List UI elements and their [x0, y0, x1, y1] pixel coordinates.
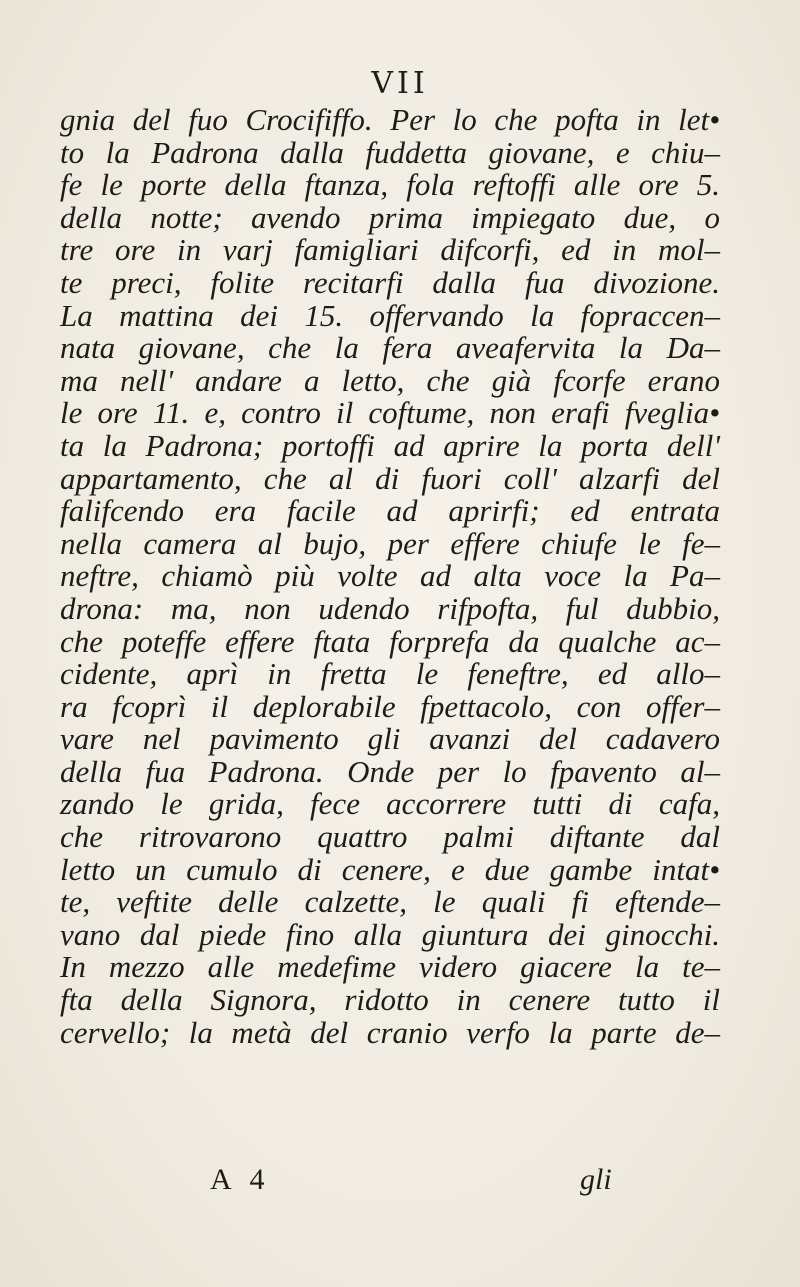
text-line: te preci, folite recitarfi dalla fua divozione. — [60, 264, 720, 300]
text-line: In mezzo alle medefime videro giacere la te‒ — [60, 949, 720, 985]
text-line: della notte; avendo prima impiegato due, o — [60, 199, 720, 235]
page-number: VII — [371, 66, 429, 101]
text-line: neftre, chiamò più volte ad alta voce la Pa‒ — [60, 558, 720, 594]
text-line: che poteffe effere ftata forprefa da qualche ac‒ — [60, 623, 720, 659]
text-line: nata giovane, che la fera aveafervita la Da‒ — [60, 330, 720, 366]
signature-mark: A 4 — [210, 1163, 271, 1196]
text-line: cervello; la metà del cranio verfo la parte de‒ — [60, 1014, 720, 1050]
text-line: vano dal piede fino alla giuntura dei ginocchi. — [60, 916, 720, 952]
text-line: te, veftite delle calzette, le quali fi eftende‒ — [60, 884, 720, 920]
text-line: cidente, aprì in fretta le feneftre, ed allo‒ — [60, 656, 720, 692]
body-text — [60, 104, 720, 1049]
text-line: La mattina dei 15. offervando la fopraccen‒ — [60, 297, 720, 333]
text-line: ta la Padrona; portoffi ad aprire la porta dell' — [60, 427, 720, 463]
text-line: della fua Padrona. Onde per lo fpavento al‒ — [60, 753, 720, 789]
text-line: le ore 11. e, contro il coftume, non erafi fveglia• — [60, 395, 720, 431]
text-line: appartamento, che al di fuori coll' alzarfi del — [60, 460, 720, 496]
text-line: falifcendo era facile ad aprirfi; ed entrata — [60, 493, 720, 529]
text-line: nella camera al bujo, per effere chiufe le fe‒ — [60, 525, 720, 561]
text-line: ma nell' andare a letto, che già fcorfe erano — [60, 362, 720, 398]
text-line: ra fcoprì il deplorabile fpettacolo, con offer‒ — [60, 688, 720, 724]
text-line: letto un cumulo di cenere, e due gambe intat• — [60, 851, 720, 887]
text-line: che ritrovarono quattro palmi diftante dal — [60, 819, 720, 855]
text-line: tre ore in varj famigliari difcorfi, ed in mol‒ — [60, 232, 720, 268]
text-line: drona: ma, non udendo rifpofta, ful dubbio, — [60, 590, 720, 626]
text-line: gnia del fuo Crocififfo. Per lo che pofta in let• — [60, 102, 720, 137]
text-line: fta della Signora, ridotto in cenere tutto il — [60, 982, 720, 1018]
text-line: zando le grida, fece accorrere tutti di cafa, — [60, 786, 720, 822]
catchword: gli — [580, 1163, 612, 1196]
text-line: to la Padrona dalla fuddetta giovane, e chiu‒ — [60, 134, 720, 170]
text-line: fe le porte della ftanza, fola reftoffi alle ore 5. — [60, 167, 720, 203]
text-line: vare nel pavimento gli avanzi del cadavero — [60, 721, 720, 757]
